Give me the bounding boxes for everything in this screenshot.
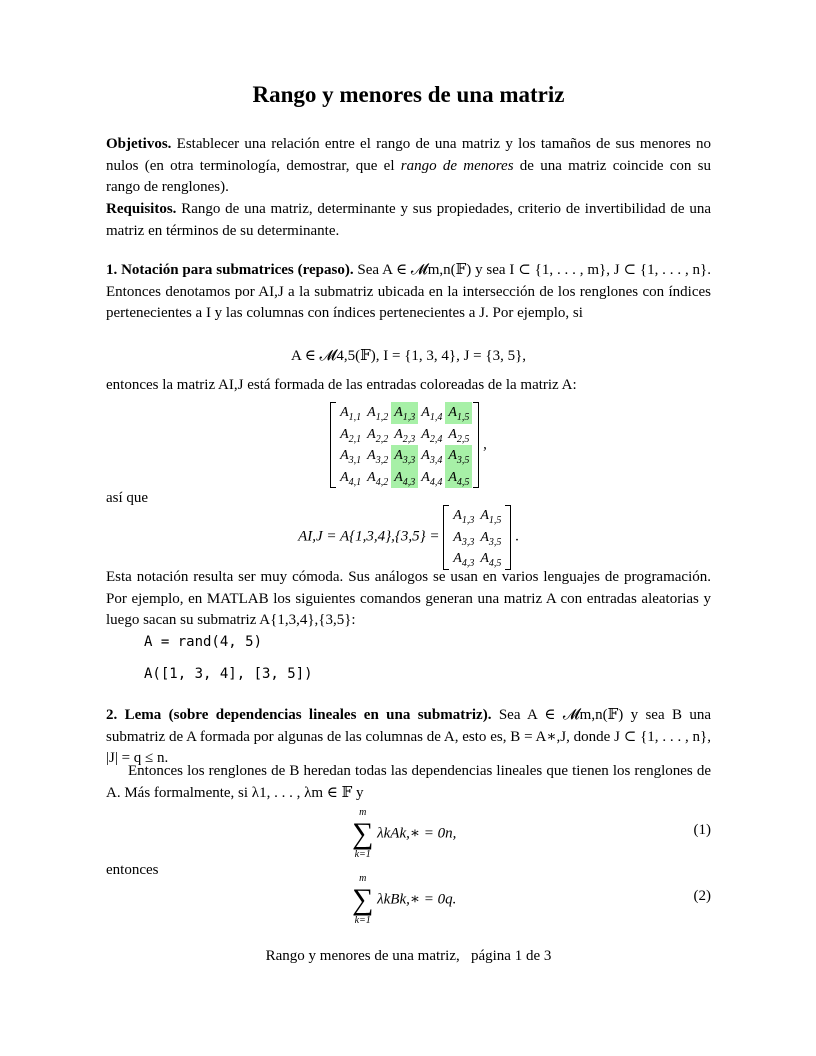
objetivos-text-2: de una matriz coincide con su rango de renglones). xyxy=(106,157,711,195)
section-2-heading: 2. Lema (sobre dependencias lineales en una submatriz). xyxy=(106,707,492,723)
objetivos-text-1: Establecer una relación entre el rango de una matriz y los tamaños de sus menores no nulos (en otra terminología, demostrar, que el xyxy=(106,136,711,174)
full-matrix-cell: $A_{1,1}$ xyxy=(340,405,362,423)
sub-matrix-trailing: . xyxy=(515,528,519,545)
code-line-2: A([1, 3, 4], [3, 5]) xyxy=(144,666,313,682)
equation-2 xyxy=(106,872,711,926)
objetivos-label: Objetivos. xyxy=(106,136,172,152)
full-matrix-cell: $A_{3,1}$ xyxy=(340,448,362,466)
sub-matrix-row xyxy=(450,505,504,527)
full-matrix-row xyxy=(337,467,472,489)
sum-symbol-1: m ∑ k=1 xyxy=(352,807,374,860)
page-footer: Rango y menores de una matriz, página 1 de 3 xyxy=(265,948,552,964)
equation-2-number: (2) xyxy=(693,888,711,904)
full-matrix-cell: $A_{1,3}$ xyxy=(391,402,418,424)
notation-paragraph xyxy=(106,567,711,632)
section-2-intro-text: Sea A ∈ 𝓜m,n(𝔽) y sea B una submatriz de A formada por algunas de las columnas de A, esto es, B = A∗,J, donde J ⊂ {1, . . . , n}, |J| = q ≤ n. xyxy=(106,707,711,766)
full-matrix-cell: $A_{3,2}$ xyxy=(367,448,389,466)
section-1-intro xyxy=(106,260,711,325)
sub-matrix-block xyxy=(106,505,711,570)
full-matrix-cell: $A_{2,5}$ xyxy=(448,426,470,445)
full-matrix-trailing: , xyxy=(483,436,487,453)
asi-que-text: así que xyxy=(106,490,149,506)
sub-matrix-cell: $A_{3,3}$ xyxy=(453,529,475,548)
equation-1 xyxy=(106,806,711,860)
full-matrix-cell: $A_{3,5}$ xyxy=(445,445,472,467)
full-matrix-row xyxy=(337,445,472,467)
sub-matrix-cell: $A_{1,3}$ xyxy=(453,508,475,526)
code-line-1: A = rand(4, 5) xyxy=(144,634,263,650)
requisitos-paragraph xyxy=(106,199,711,242)
full-matrix-row xyxy=(337,402,472,424)
notation-text: Esta notación resulta ser muy cómoda. Sus análogos se usan en varios lenguajes de programación. Por ejemplo, en MATLAB los siguientes comandos generan una matriz A con entradas aleatorias y luego sacan su submatriz A{1,3,4},{3,5}: xyxy=(106,569,711,628)
full-matrix-cell: $A_{2,4}$ xyxy=(421,426,443,445)
after-example-text: entonces la matriz AI,J está formada de las entradas coloreadas de la matriz A: xyxy=(106,377,577,393)
sub-matrix-table xyxy=(450,505,504,570)
full-matrix-cell: $A_{4,2}$ xyxy=(367,469,389,488)
full-matrix-cell: $A_{4,3}$ xyxy=(391,467,418,489)
full-matrix-cell: $A_{4,1}$ xyxy=(340,469,362,488)
equation-1-body: λkAk,∗ = 0n, xyxy=(377,825,457,842)
page-title: Rango y menores de una matriz xyxy=(252,82,565,107)
example-line: A ∈ 𝓜4,5(𝔽), I = {1, 3, 4}, J = {3, 5}, xyxy=(290,348,527,364)
sub-matrix-cell: $A_{1,5}$ xyxy=(480,508,502,526)
full-matrix-cell: $A_{1,2}$ xyxy=(367,405,389,423)
equation-1-number: (1) xyxy=(693,822,711,838)
full-matrix-row xyxy=(337,424,472,446)
full-matrix xyxy=(330,402,479,488)
requisitos-label: Requisitos. xyxy=(106,201,177,217)
objetivos-italic: rango de menores xyxy=(400,157,514,174)
full-matrix-cell: $A_{1,5}$ xyxy=(445,402,472,424)
section-2-para-text: Entonces los renglones de B heredan todas las dependencias lineales que tienen los renglones de A. Más formalmente, si λ1, . . . , λm ∈ 𝔽 y xyxy=(106,763,711,801)
full-matrix-cell: $A_{4,5}$ xyxy=(445,467,472,489)
full-matrix-table xyxy=(337,402,472,488)
full-matrix-cell: $A_{2,1}$ xyxy=(340,426,362,445)
sub-matrix-row xyxy=(450,527,504,549)
objetivos-paragraph xyxy=(106,134,711,199)
equation-2-body: λkBk,∗ = 0q. xyxy=(377,891,457,908)
sub-matrix-lhs: AI,J = A{1,3,4},{3,5} = xyxy=(298,528,440,545)
full-matrix-cell: $A_{4,4}$ xyxy=(421,469,443,488)
sub-matrix xyxy=(443,505,511,570)
section-1-intro-text: Sea A ∈ 𝓜m,n(𝔽) y sea I ⊂ {1, . . . , m}, J ⊂ {1, . . . , n}. Entonces denotamos por AI,J a la submatriz ubicada en la intersección de los renglones con índices pertenecientes a I y las columnas con índices pertenecientes a J. Por ejemplo, si xyxy=(106,262,711,321)
sub-matrix-cell: $A_{4,3}$ xyxy=(453,551,475,569)
full-matrix-cell: $A_{2,2}$ xyxy=(367,426,389,445)
sum-symbol-2: m ∑ k=1 xyxy=(352,873,374,926)
entonces-text: entonces xyxy=(106,862,159,878)
full-matrix-cell: $A_{3,4}$ xyxy=(421,448,443,466)
section-2-intro xyxy=(106,705,711,770)
section-2-paragraph xyxy=(106,761,711,804)
sub-matrix-cell: $A_{4,5}$ xyxy=(480,551,502,569)
full-matrix-block xyxy=(106,402,711,488)
full-matrix-cell: $A_{1,4}$ xyxy=(421,405,443,423)
section-1-heading: 1. Notación para submatrices (repaso). xyxy=(106,262,354,278)
sub-matrix-cell: $A_{3,5}$ xyxy=(480,529,502,548)
full-matrix-cell: $A_{2,3}$ xyxy=(394,426,416,445)
full-matrix-cell: $A_{3,3}$ xyxy=(391,445,418,467)
requisitos-text: Rango de una matriz, determinante y sus propiedades, criterio de invertibilidad de una matriz en términos de su determinante. xyxy=(106,201,711,239)
